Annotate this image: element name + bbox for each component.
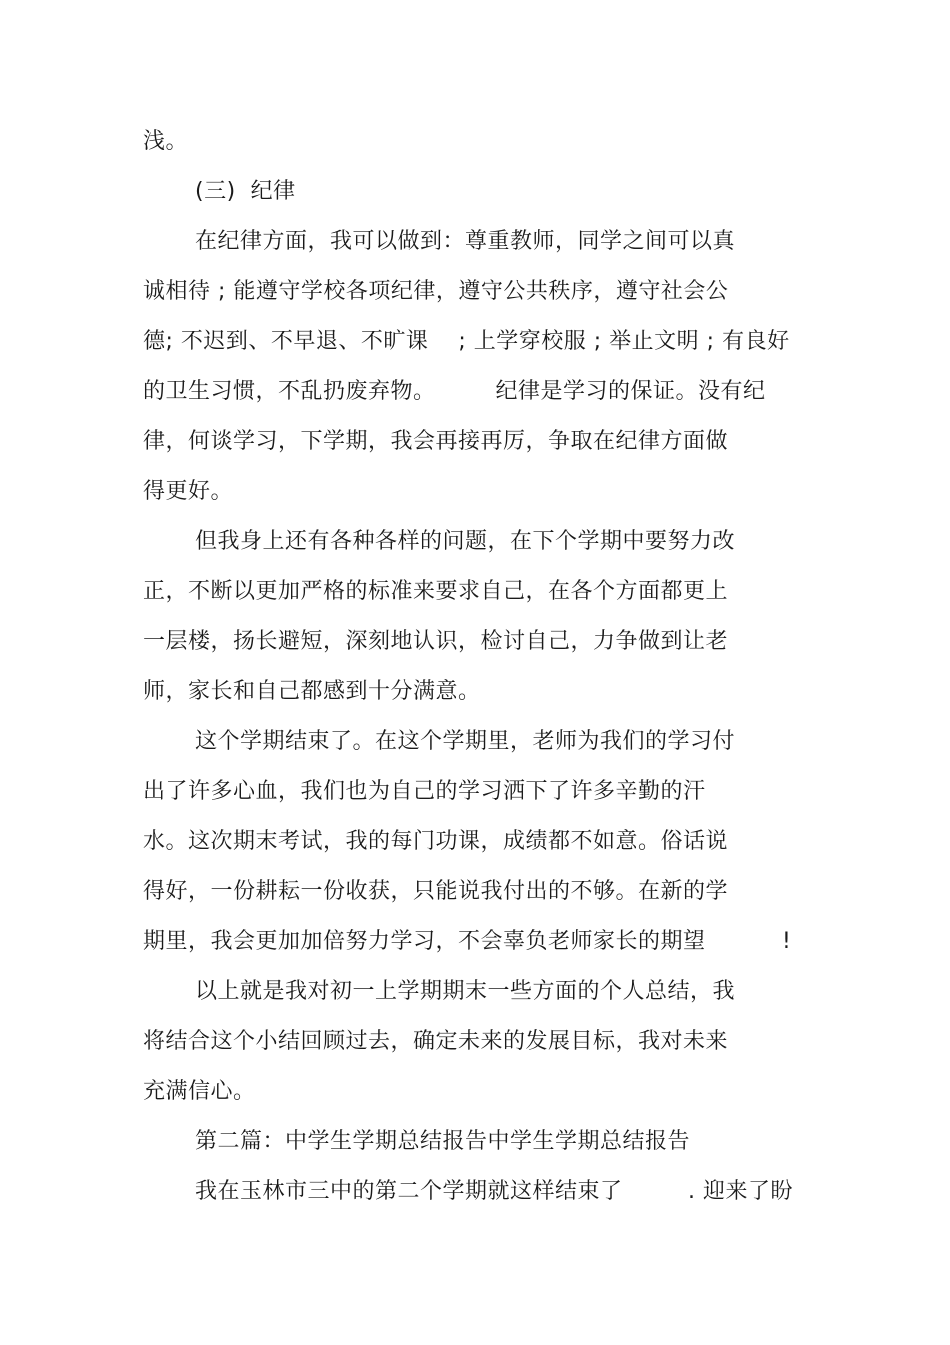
text-line: 律，何谈学习，下学期，我会再接再厉，争取在纪律方面做 [143, 429, 729, 454]
text-line: 这个学期结束了。在这个学期里，老师为我们的学习付 [195, 729, 736, 754]
text-line: 诚相待 ; 能遵守学校各项纪律，遵守公共秩序，遵守社会公 [143, 279, 729, 304]
text-line: 在纪律方面，我可以做到：尊重教师，同学之间可以真 [195, 229, 736, 254]
text-line-tail: . 迎来了盼 [688, 1179, 793, 1204]
text-line: 但我身上还有各种各样的问题，在下个学期中要努力改 [195, 529, 736, 554]
text-line: 水。这次期末考试，我的每门功课，成绩都不如意。俗话说 [143, 829, 729, 854]
text-line: 得好，一份耕耘一份收获，只能说我付出的不够。在新的学 [143, 879, 729, 904]
chapter-heading: 第二篇：中学生学期总结报告中学生学期总结报告 [195, 1129, 691, 1154]
text-line: 的卫生习惯，不乱扔废弃物。 纪律是学习的保证。没有纪 [143, 379, 766, 404]
text-line: 师，家长和自己都感到十分满意。 [143, 679, 481, 704]
text-line: 我在玉林市三中的第二个学期就这样结束了 [195, 1179, 623, 1204]
section-heading: (三) 纪律 [195, 179, 296, 204]
text-line: 正，不断以更加严格的标准来要求自己，在各个方面都更上 [143, 579, 729, 604]
text-line: 浅。 [143, 129, 189, 154]
text-line: 得更好。 [143, 479, 234, 504]
exclamation-mark: ! [782, 929, 792, 954]
text-line: 出了许多心血，我们也为自己的学习洒下了许多辛勤的汗 [143, 779, 706, 804]
text-line: 以上就是我对初一上学期期末一些方面的个人总结，我 [195, 979, 736, 1004]
text-line: 一层楼，扬长避短，深刻地认识，检讨自己，力争做到让老 [143, 629, 729, 654]
text-line: 充满信心。 [143, 1079, 256, 1104]
text-line: 德; 不迟到、不早退、不旷课 ; 上学穿校服 ; 举止文明 ; 有良好 [143, 329, 790, 354]
text-line: 期里，我会更加加倍努力学习，不会辜负老师家长的期望 [143, 929, 706, 954]
text-line: 将结合这个小结回顾过去，确定未来的发展目标，我对未来 [143, 1029, 729, 1054]
